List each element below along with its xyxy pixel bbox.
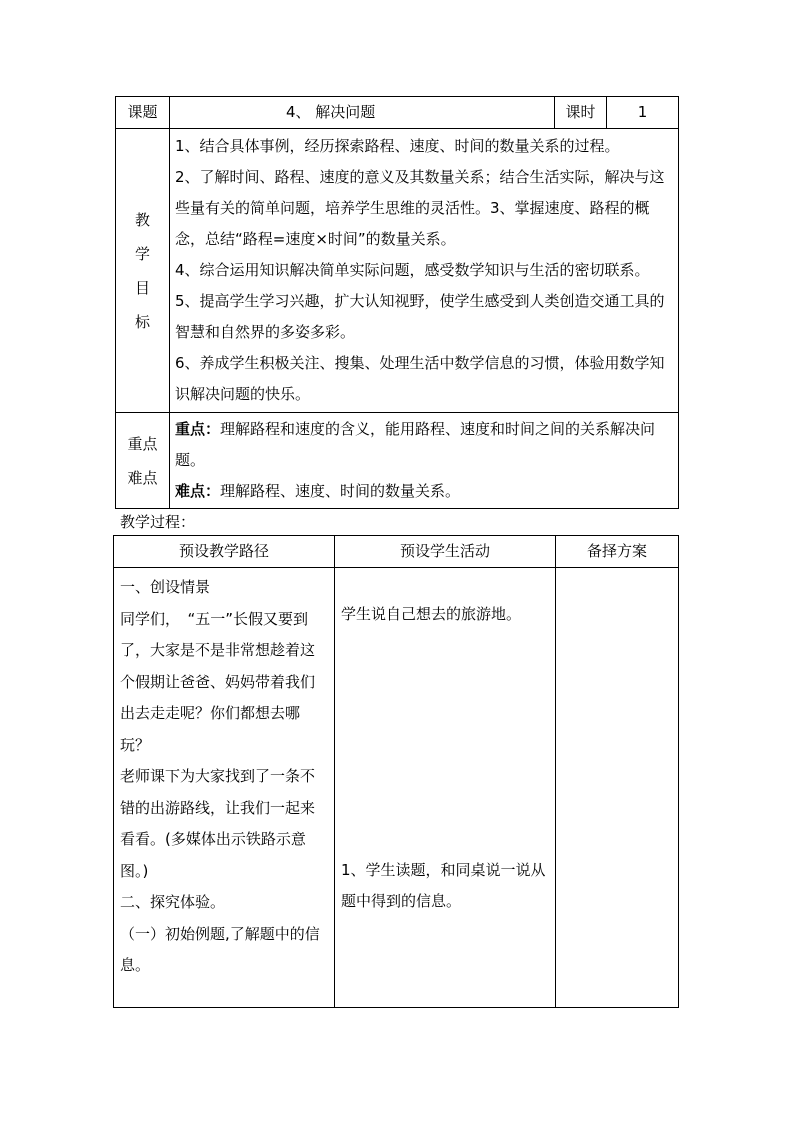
lesson-title: 4、 解决问题	[170, 97, 555, 129]
objective-item: 5、提高学生学习兴趣，扩大认知视野，使学生感受到人类创造交通工具的智慧和自然界的多姿多彩。	[175, 292, 665, 341]
difficult-label: 难点	[127, 468, 158, 487]
student-activity-paragraph: 1、学生读题，和同桌说一说从题中得到的信息。	[341, 860, 546, 910]
process-header-row	[114, 536, 679, 568]
objective-item: 2、了解时间、路程、速度的意义及其数量关系；结合生活实际，解决与这些量有关的简单问题，培养学生思维的灵活性。3、掌握速度、路程的概念，总结“路程=速度×时间”的数量关系。	[175, 168, 665, 248]
teacher-path-paragraph: 二、探究体验。	[120, 893, 226, 911]
hours-label: 课时	[555, 97, 607, 129]
student-activity-cell	[335, 568, 556, 1008]
alternative-cell	[556, 568, 679, 1008]
teacher-path-paragraph: 同学们， “五一”长假又要到了，大家是不是非常想趁着这个假期让爸爸、妈妈带着我们出去走走呢？你们都想去哪玩？	[120, 609, 316, 754]
objectives-row	[116, 129, 679, 413]
objective-item: 6、养成学生积极关注、搜集、处理生活中数学信息的习惯，体验用数学知识解决问题的快乐。	[175, 354, 665, 403]
objectives-label	[116, 129, 170, 413]
key-points-label	[116, 413, 170, 509]
objectives-label-char: 目	[134, 278, 150, 297]
teacher-path-cell	[114, 568, 335, 1008]
key-point-text: 理解路程和速度的含义，能用路程、速度和时间之间的关系解决问题。	[175, 420, 656, 469]
process-body-row	[114, 568, 679, 1008]
key-label: 重点	[127, 434, 158, 453]
objectives-content	[170, 129, 679, 413]
difficult-point	[175, 476, 674, 507]
objective-item: 1、结合具体事例，经历探索路程、速度、时间的数量关系的过程。	[175, 137, 620, 155]
column-header: 预设教学路径	[114, 536, 335, 568]
key-point-title: 重点：	[175, 420, 221, 438]
objective-item: 4、综合运用知识解决简单实际问题，感受数学知识与生活的密切联系。	[175, 261, 650, 279]
objectives-label-char: 教	[134, 210, 150, 229]
title-label: 课题	[116, 97, 170, 129]
key-point	[175, 414, 674, 476]
column-header: 预设学生活动	[335, 536, 556, 568]
difficult-point-title: 难点：	[175, 482, 221, 500]
objectives-label-char: 学	[134, 244, 150, 263]
objectives-label-char: 标	[134, 312, 150, 331]
teacher-path-paragraph: （一）初始例题,了解题中的信息。	[120, 924, 320, 974]
lesson-info-table	[115, 96, 679, 509]
student-activity-paragraph: 学生说自己想去的旅游地。	[341, 605, 522, 623]
teacher-path-paragraph: 老师课下为大家找到了一条不错的出游路线，让我们一起来看看。(多媒体出示铁路示意图。)	[120, 767, 316, 880]
column-header: 备择方案	[556, 536, 679, 568]
key-points-content	[170, 413, 679, 509]
hours-value: 1	[607, 97, 679, 129]
teaching-process-table	[113, 535, 679, 1008]
process-section-label: 教学过程：	[120, 513, 196, 531]
teacher-path-paragraph: 一、创设情景	[120, 578, 211, 596]
key-points-row	[116, 413, 679, 509]
difficult-point-text: 理解路程、速度、时间的数量关系。	[220, 482, 461, 500]
lesson-header-row	[116, 97, 679, 129]
